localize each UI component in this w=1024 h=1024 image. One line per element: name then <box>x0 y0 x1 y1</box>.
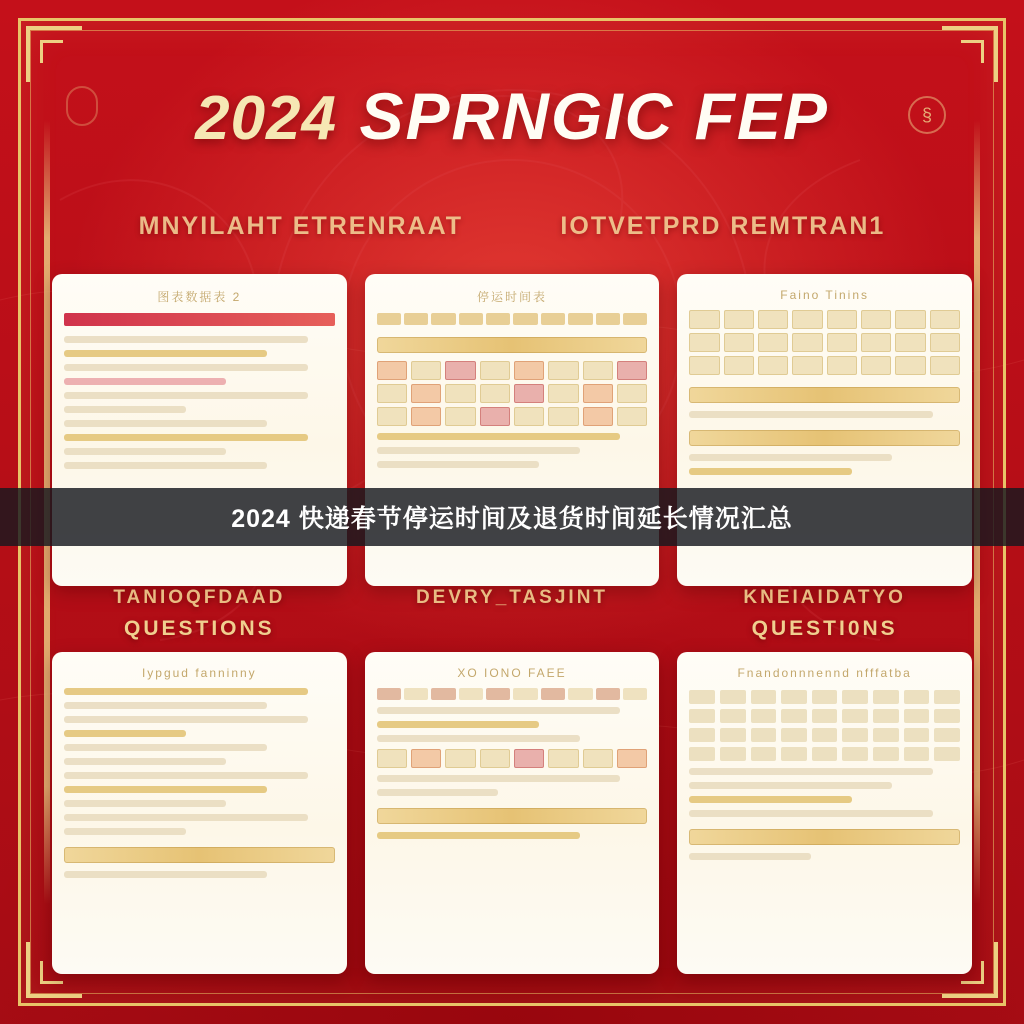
matrix-cell <box>930 333 960 352</box>
calendar-day <box>377 361 407 380</box>
card-title: Faino Tinins <box>780 288 869 302</box>
card-title: XO IONO FAEE <box>457 666 567 680</box>
list-line <box>64 730 186 737</box>
calendar-divider <box>377 337 648 353</box>
calendar-day <box>377 384 407 403</box>
matrix-grid <box>689 310 960 375</box>
dot-cell <box>904 747 930 761</box>
calendar-day <box>514 384 544 403</box>
card-title: 图表数据表 2 <box>157 290 242 304</box>
calendar-day <box>548 361 578 380</box>
card-grid-bottom <box>52 652 972 974</box>
calendar-cell <box>431 313 455 325</box>
table-line <box>64 448 226 455</box>
matrix-cell <box>724 310 754 329</box>
dot-cell <box>812 709 838 723</box>
title-banner <box>0 488 1024 546</box>
calendar-day <box>583 407 613 426</box>
calendar-day <box>411 384 441 403</box>
matrix-divider <box>689 387 960 403</box>
matrix-cell <box>827 333 857 352</box>
list-line <box>64 688 308 695</box>
matrix-cell <box>792 333 822 352</box>
list-line <box>64 871 267 878</box>
calendar-cell <box>623 313 647 325</box>
dot-cell <box>842 690 868 704</box>
dot-cell <box>842 709 868 723</box>
calendar-cell <box>596 313 620 325</box>
mixed-cell <box>486 688 510 700</box>
calendar-cell <box>541 313 565 325</box>
subline-left: MNYILAHT ETRENRAAT <box>138 212 464 240</box>
dot-cell <box>720 728 746 742</box>
mixed-cell <box>568 688 592 700</box>
list-divider <box>64 847 335 863</box>
mixed-divider <box>377 808 648 824</box>
matrix-cell <box>827 310 857 329</box>
list-line <box>64 758 226 765</box>
dot-cell <box>751 690 777 704</box>
list-line <box>64 786 267 793</box>
matrix-line <box>689 411 933 418</box>
mixed-cell <box>513 688 537 700</box>
matrix-line <box>689 454 892 461</box>
calendar-day <box>377 407 407 426</box>
caption-line2: QUESTI0NS <box>751 616 898 640</box>
list-line <box>64 772 308 779</box>
dot-cell <box>751 747 777 761</box>
mixed-line <box>377 721 539 728</box>
dot-cell <box>689 709 715 723</box>
mixed-top-row <box>377 688 648 700</box>
calendar-day <box>548 407 578 426</box>
calendar-cell <box>568 313 592 325</box>
calendar-cell <box>404 313 428 325</box>
dot-cell <box>720 690 746 704</box>
caption-center <box>365 586 660 642</box>
mixed-cell <box>377 749 407 768</box>
dot-cell <box>781 709 807 723</box>
dot-cell <box>812 747 838 761</box>
table-line <box>64 420 267 427</box>
caption-right <box>677 586 972 642</box>
list-line <box>64 800 226 807</box>
caption-line1: KNEIAIDATYO <box>743 587 906 608</box>
dots-divider <box>689 829 960 845</box>
matrix-cell <box>827 356 857 375</box>
dot-cell <box>842 728 868 742</box>
mixed-line <box>377 832 580 839</box>
calendar-day <box>480 361 510 380</box>
calendar-day <box>445 361 475 380</box>
dot-cell <box>720 709 746 723</box>
calendar-day <box>445 407 475 426</box>
table-line <box>64 434 308 441</box>
table-line <box>64 462 267 469</box>
calendar-day <box>617 361 647 380</box>
mixed-cell <box>514 749 544 768</box>
matrix-cell <box>930 356 960 375</box>
matrix-cell <box>758 356 788 375</box>
dot-cell <box>812 728 838 742</box>
calendar-day <box>617 407 647 426</box>
list-line <box>64 814 308 821</box>
seal-stamp-icon: § <box>908 96 946 134</box>
calendar-week-header <box>377 313 648 325</box>
dots-line <box>689 782 892 789</box>
dot-cell <box>904 728 930 742</box>
list-line <box>64 702 267 709</box>
calendar-day <box>514 407 544 426</box>
matrix-cell <box>724 356 754 375</box>
calendar-day <box>480 384 510 403</box>
dot-cell <box>873 728 899 742</box>
mixed-cell <box>583 749 613 768</box>
calendar-day <box>480 407 510 426</box>
mixed-cell <box>596 688 620 700</box>
mixed-cell <box>459 688 483 700</box>
dot-cell <box>689 690 715 704</box>
mixed-grid <box>377 749 648 768</box>
dot-cell <box>781 747 807 761</box>
card-dots <box>677 652 972 974</box>
matrix-cell <box>861 356 891 375</box>
calendar-cell <box>513 313 537 325</box>
caption-row <box>52 586 972 642</box>
table-header-bar <box>64 313 335 326</box>
card-mixed <box>365 652 660 974</box>
card-title: Iypgud fanninny <box>141 666 257 680</box>
mixed-cell <box>617 749 647 768</box>
card-list <box>52 652 347 974</box>
dot-cell <box>689 747 715 761</box>
caption-line1: TANIOQFDAAD <box>113 587 286 608</box>
card-title: 停运时间表 <box>476 290 547 304</box>
mixed-cell <box>431 688 455 700</box>
table-line <box>64 406 186 413</box>
calendar-day <box>411 361 441 380</box>
table-line <box>64 378 226 385</box>
headline-main: SPRNGIC FEP <box>359 79 829 153</box>
dot-cell <box>751 728 777 742</box>
table-line <box>64 364 308 371</box>
card-title: Fnandonnnennd nfffatba <box>737 666 912 680</box>
matrix-cell <box>724 333 754 352</box>
dot-cell <box>873 709 899 723</box>
caption-line1: DEVRY_TASJINT <box>415 587 609 608</box>
calendar-day <box>617 384 647 403</box>
mixed-cell <box>404 688 428 700</box>
caption-line2: QUESTIONS <box>123 616 275 640</box>
table-line <box>64 336 308 343</box>
poster-headline <box>0 78 1024 154</box>
mixed-line <box>377 735 580 742</box>
dot-cell <box>781 728 807 742</box>
dots-line <box>689 796 851 803</box>
matrix-cell <box>689 333 719 352</box>
calendar-day <box>445 384 475 403</box>
subline-right: IOTVETPRD REMTRAN1 <box>560 212 886 240</box>
dot-cell <box>751 709 777 723</box>
poster-subline <box>0 212 1024 241</box>
calendar-cell <box>459 313 483 325</box>
matrix-cell <box>689 310 719 329</box>
dot-cell <box>781 690 807 704</box>
banner-title: 2024 快递春节停运时间及退货时间延长情况汇总 <box>231 505 793 533</box>
calendar-cell <box>377 313 401 325</box>
calendar-day <box>411 407 441 426</box>
headline-year: 2024 <box>195 84 338 153</box>
calendar-day <box>548 384 578 403</box>
matrix-divider <box>689 430 960 446</box>
matrix-line <box>689 468 851 475</box>
mixed-cell <box>445 749 475 768</box>
calendar-day <box>583 384 613 403</box>
table-line <box>64 350 267 357</box>
calendar-day <box>583 361 613 380</box>
corner-ornament-top-right <box>942 26 998 82</box>
mixed-cell <box>480 749 510 768</box>
dot-cell <box>873 690 899 704</box>
mixed-line <box>377 707 621 714</box>
dot-cell <box>904 690 930 704</box>
list-line <box>64 744 267 751</box>
mixed-cell <box>411 749 441 768</box>
calendar-cell <box>486 313 510 325</box>
dot-cell <box>812 690 838 704</box>
dots-line <box>689 810 933 817</box>
dot-cell <box>934 747 960 761</box>
calendar-footer-line <box>377 461 539 468</box>
matrix-cell <box>792 310 822 329</box>
dots-line <box>689 853 811 860</box>
matrix-cell <box>792 356 822 375</box>
dot-cell <box>904 709 930 723</box>
caption-left <box>52 586 347 642</box>
mixed-line <box>377 775 621 782</box>
matrix-cell <box>689 356 719 375</box>
list-line <box>64 828 186 835</box>
dot-cell <box>873 747 899 761</box>
matrix-cell <box>758 310 788 329</box>
calendar-footer-line <box>377 447 580 454</box>
mixed-cell <box>548 749 578 768</box>
matrix-cell <box>861 333 891 352</box>
matrix-cell <box>861 310 891 329</box>
list-line <box>64 716 308 723</box>
matrix-cell <box>895 356 925 375</box>
matrix-cell <box>895 333 925 352</box>
calendar-day-grid <box>377 361 648 426</box>
dot-cell <box>934 709 960 723</box>
dot-cell <box>934 690 960 704</box>
matrix-cell <box>758 333 788 352</box>
table-line <box>64 392 308 399</box>
matrix-cell <box>930 310 960 329</box>
mixed-cell <box>377 688 401 700</box>
calendar-footer-line <box>377 433 621 440</box>
mixed-cell <box>623 688 647 700</box>
matrix-cell <box>895 310 925 329</box>
corner-ornament-top-left <box>26 26 82 82</box>
mixed-line <box>377 789 499 796</box>
dot-cell <box>842 747 868 761</box>
dot-grid <box>689 690 960 761</box>
dot-cell <box>934 728 960 742</box>
dot-cell <box>720 747 746 761</box>
dot-cell <box>689 728 715 742</box>
mixed-cell <box>541 688 565 700</box>
dots-line <box>689 768 933 775</box>
calendar-day <box>514 361 544 380</box>
